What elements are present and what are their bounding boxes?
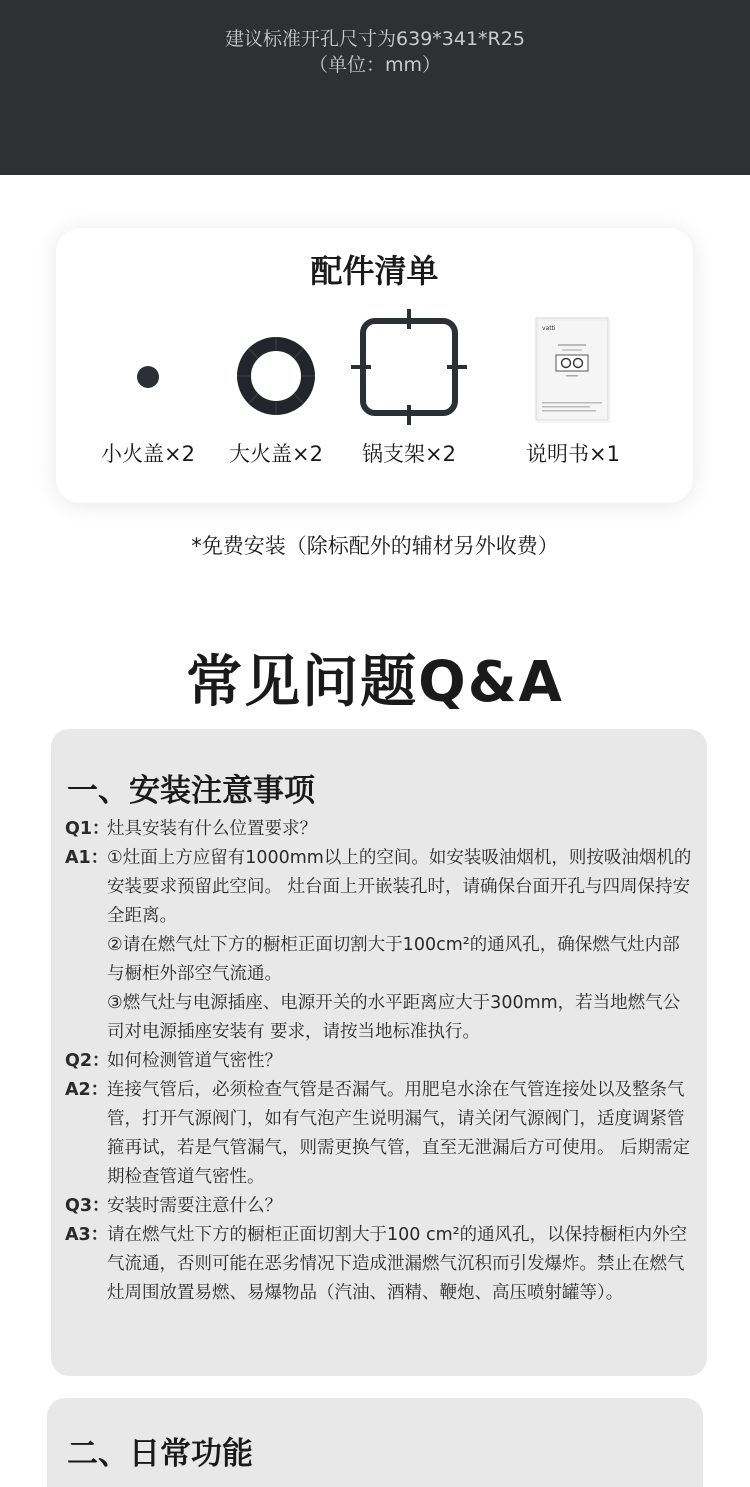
- qa-key: A3：: [65, 1225, 109, 1245]
- manual-brand-mark: vatti: [542, 325, 556, 332]
- accessories-title: 配件清单: [310, 252, 439, 290]
- qa-text: ③燃气灶与电源插座、电源开关的水平距离应大于300mm，若当地燃气公司对电源插座安装有 要求，请按当地标准执行。: [107, 993, 681, 1042]
- qa-section-daily-functions: [47, 1398, 703, 1487]
- unit-text: （单位：mm）: [308, 54, 442, 76]
- qa-row: [65, 844, 695, 1047]
- qa-row: [65, 1047, 695, 1076]
- qa-text: 连接气管后，必须检查气管是否漏气。用肥皂水涂在气管连接处以及整条气管，打开气源阀门，如有气泡产生说明漏气，请关闭气源阀门，适度调紧管箍再试，若是气管漏气，则需更换气管，直至无泄漏后方可使用。 后期需定期检查管道气密性。: [107, 1080, 691, 1187]
- section-title: 一、安装注意事项: [67, 773, 315, 809]
- large-burner-cap-icon: [222, 298, 330, 428]
- section-title: 二、日常功能: [67, 1436, 253, 1472]
- accessory-pan-support: [346, 298, 472, 473]
- qa-list: [65, 815, 695, 1308]
- accessory-label: 大火盖×2: [229, 442, 323, 466]
- accessory-small-cap: [96, 298, 200, 473]
- qa-key: Q1：: [65, 819, 110, 839]
- qa-text: 安装时需要注意什么？: [107, 1196, 282, 1216]
- accessory-label: 说明书×1: [526, 442, 620, 466]
- qa-row: [65, 815, 695, 844]
- qa-text: 请在燃气灶下方的橱柜正面切割大于100 cm²的通风孔，以保持橱柜内外空气流通，否则可能在恶劣情况下造成泄漏燃气沉积而引发爆炸。禁止在燃气灶周围放置易燃、易爆物品（汽油、酒精、鞭炮、高压喷射罐等）。: [107, 1225, 688, 1303]
- qa-text: 灶具安装有什么位置要求？: [107, 819, 317, 839]
- qa-key: A2：: [65, 1080, 109, 1100]
- qa-key: A1：: [65, 848, 109, 868]
- pan-support-icon: [346, 298, 472, 428]
- qa-key: Q3：: [65, 1196, 110, 1216]
- qa-text: 如何检测管道气密性？: [107, 1051, 282, 1071]
- qa-row: [65, 1076, 695, 1192]
- manual-booklet-icon: [518, 298, 628, 428]
- qa-heading: 常见问题Q&A: [186, 650, 564, 715]
- free-installation-note: *免费安装（除标配外的辅材另外收费）: [191, 534, 559, 558]
- accessories-card: [56, 228, 693, 503]
- qa-row: [65, 1192, 695, 1221]
- qa-row: [65, 1221, 695, 1308]
- accessory-large-cap: [222, 298, 330, 473]
- qa-key: Q2：: [65, 1051, 110, 1071]
- qa-section-installation: [51, 729, 707, 1376]
- opening-size-banner: [0, 0, 750, 175]
- accessory-manual: [518, 298, 628, 473]
- accessory-label: 锅支架×2: [362, 442, 456, 466]
- qa-text: ②请在燃气灶下方的橱柜正面切割大于100cm²的通风孔，确保燃气灶内部与橱柜外部空气流通。: [107, 935, 680, 984]
- small-burner-cap-icon: [96, 298, 200, 428]
- opening-size-text: 建议标准开孔尺寸为639*341*R25: [225, 28, 525, 50]
- qa-text: ①灶面上方应留有1000mm以上的空间。如安装吸油烟机，则按吸油烟机的安装要求预留此空间。 灶台面上开嵌装孔时，请确保台面开孔与四周保持安全距离。: [107, 848, 692, 926]
- accessory-label: 小火盖×2: [101, 442, 195, 466]
